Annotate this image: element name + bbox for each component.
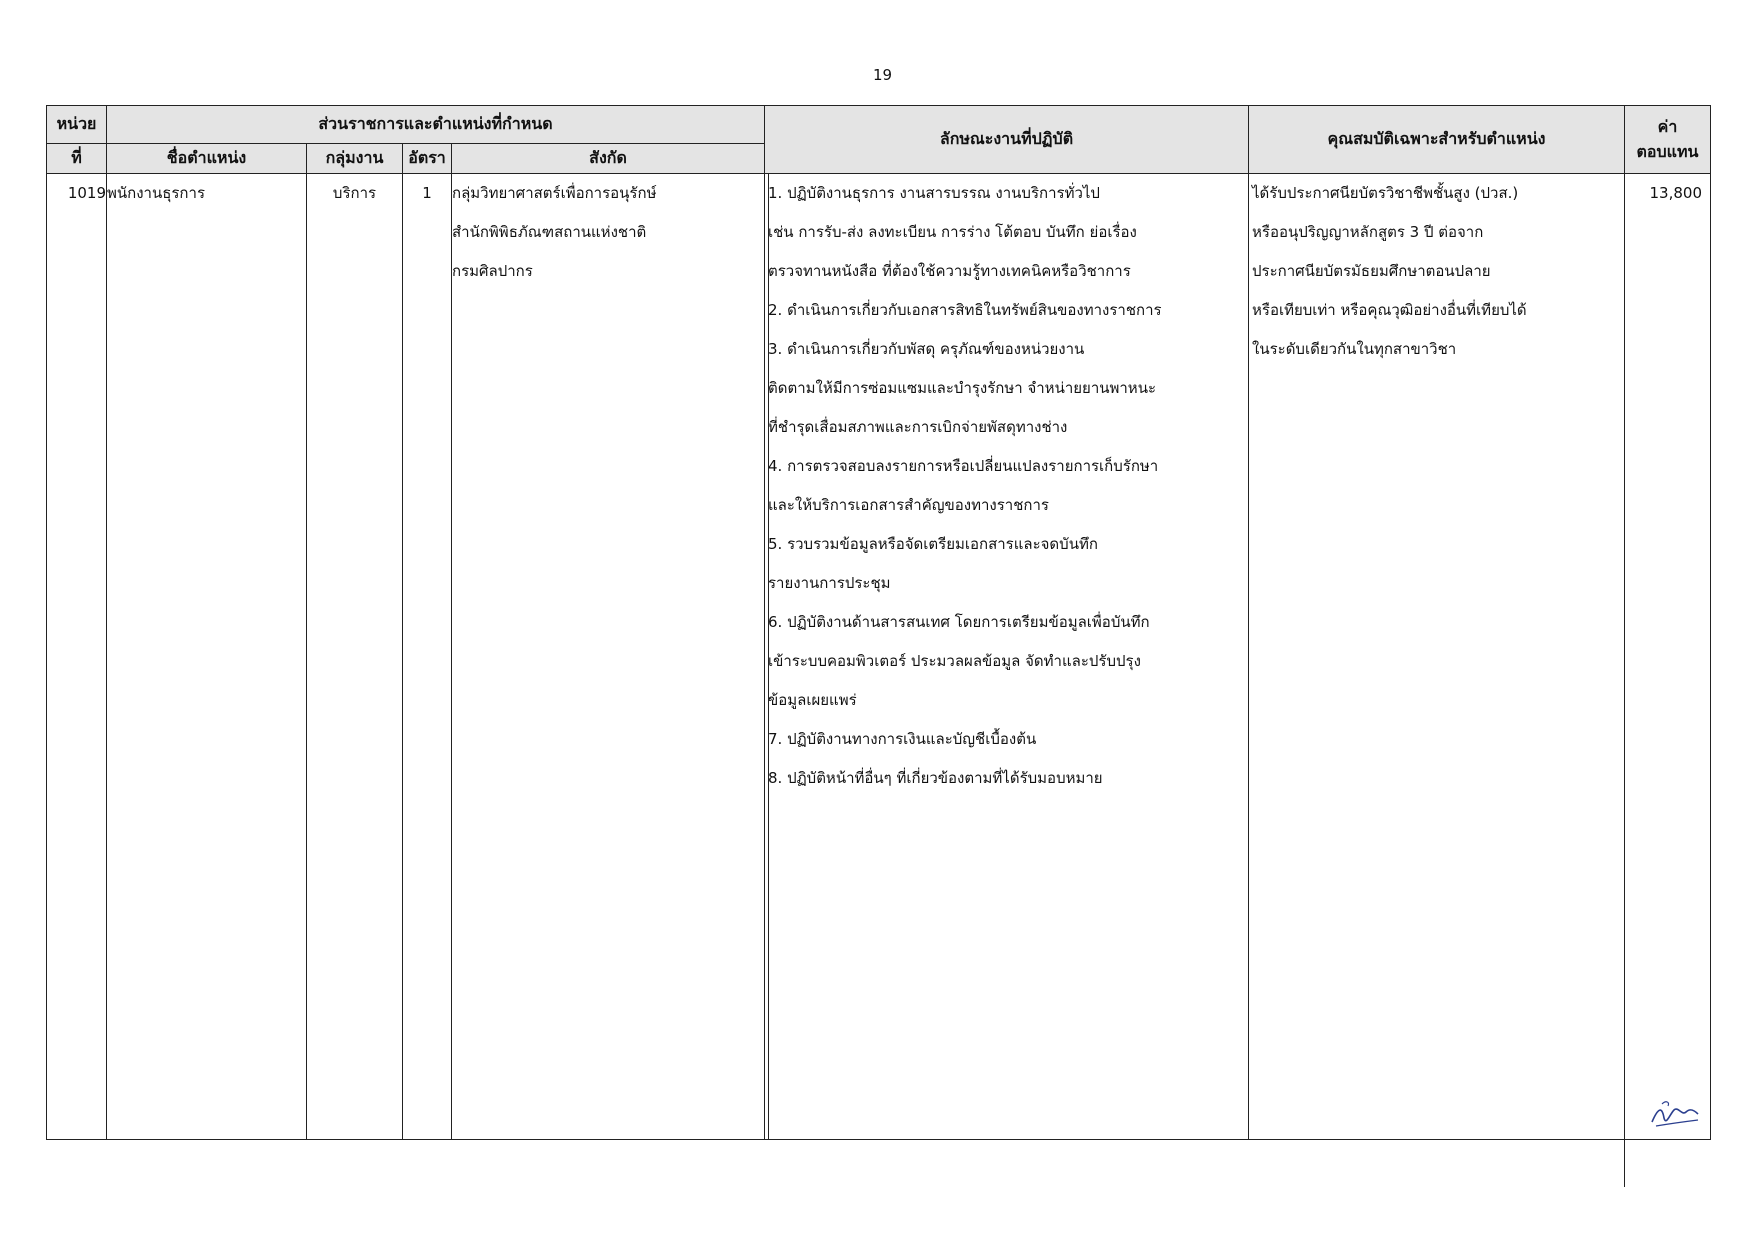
work-group: บริการ [332, 184, 377, 202]
duty-line: 8. ปฏิบัติหน้าที่อื่นๆ ที่เกี่ยวข้องตามที่ได้รับมอบหมาย [768, 769, 1103, 787]
qualifications-cell [1249, 174, 1625, 1140]
duty-line: ข้อมูลเผยแพร่ [768, 691, 857, 709]
header-affiliation: สังกัด [452, 144, 765, 174]
header-unit-line1: หน่วย [47, 106, 107, 144]
signature-mark [1648, 1096, 1702, 1130]
duty-line: 1. ปฏิบัติงานธุรการ งานสารบรรณ งานบริการทั่วไป [768, 184, 1100, 202]
qualification-line: ประกาศนียบัตรมัธยมศึกษาตอนปลาย [1252, 262, 1491, 280]
rate-cell [403, 174, 452, 1140]
position-table [46, 105, 1711, 1140]
table-row [47, 174, 1711, 1140]
duty-line: เข้าระบบคอมพิวเตอร์ ประมวลผลข้อมูล จัดทำและปรับปรุง [768, 652, 1141, 670]
duty-line: และให้บริการเอกสารสำคัญของทางราชการ [768, 496, 1049, 514]
header-rate: อัตรา [403, 144, 452, 174]
header-unit-line2: ที่ [47, 144, 107, 174]
position-name-cell [107, 174, 307, 1140]
qualification-line: หรือเทียบเท่า หรือคุณวุฒิอย่างอื่นที่เทียบได้ [1252, 301, 1527, 319]
work-group-cell [307, 174, 403, 1140]
header-compensation: ค่าตอบแทน [1625, 106, 1711, 174]
header-position-name: ชื่อตำแหน่ง [107, 144, 307, 174]
unit-number-cell [47, 174, 107, 1140]
duty-line: 3. ดำเนินการเกี่ยวกับพัสดุ ครุภัณฑ์ของหน่วยงาน [768, 340, 1085, 358]
qualification-line: ในระดับเดียวกันในทุกสาขาวิชา [1252, 340, 1457, 358]
affiliation-line: กลุ่มวิทยาศาสตร์เพื่อการอนุรักษ์ [452, 184, 657, 202]
header-duties: ลักษณะงานที่ปฏิบัติ [765, 106, 1249, 174]
position-name: พนักงานธุรการ [107, 184, 205, 202]
compensation-cell [1625, 174, 1711, 1140]
duty-line: 2. ดำเนินการเกี่ยวกับเอกสารสิทธิในทรัพย์สินของทางราชการ [768, 301, 1162, 319]
duty-line: 5. รวบรวมข้อมูลหรือจัดเตรียมเอกสารและจดบันทึก [768, 535, 1098, 553]
duty-line: ที่ชำรุดเสื่อมสภาพและการเบิกจ่ายพัสดุทางช่าง [768, 418, 1068, 436]
duties-list [765, 174, 1248, 798]
page-number: 19 [872, 66, 893, 84]
header-row-1 [47, 106, 1711, 144]
qualification-line: หรืออนุปริญญาหลักสูตร 3 ปี ต่อจาก [1252, 223, 1484, 241]
affiliation-line: สำนักพิพิธภัณฑสถานแห่งชาติ [452, 223, 647, 241]
duty-line: 4. การตรวจสอบลงรายการหรือเปลี่ยนแปลงรายการเก็บรักษา [768, 457, 1159, 475]
header-work-group: กลุ่มงาน [307, 144, 403, 174]
affiliation-cell [452, 174, 765, 1140]
duty-line: รายงานการประชุม [768, 574, 891, 592]
compensation: 13,800 [1649, 184, 1702, 202]
affiliation-line: กรมศิลปากร [452, 262, 533, 280]
header-qualifications: คุณสมบัติเฉพาะสำหรับตำแหน่ง [1249, 106, 1625, 174]
rate: 1 [422, 184, 432, 202]
qualifications-list [1249, 174, 1624, 369]
duty-line: ติดตามให้มีการซ่อมแซมและบำรุงรักษา จำหน่ายยานพาหนะ [768, 379, 1157, 397]
duties-cell [765, 174, 1249, 1140]
header-group-title: ส่วนราชการและตำแหน่งที่กำหนด [107, 106, 765, 144]
duty-line: 6. ปฏิบัติงานด้านสารสนเทศ โดยการเตรียมข้อมูลเพื่อบันทึก [768, 613, 1150, 631]
unit-number: 1019 [67, 184, 106, 202]
duty-line: 7. ปฏิบัติงานทางการเงินและบัญชีเบื้องต้น [768, 730, 1037, 748]
duty-line: ตรวจทานหนังสือ ที่ต้องใช้ความรู้ทางเทคนิคหรือวิชาการ [768, 262, 1131, 280]
duty-line: เช่น การรับ-ส่ง ลงทะเบียน การร่าง โต้ตอบ บันทึก ย่อเรื่อง [768, 223, 1137, 241]
qualification-line: ได้รับประกาศนียบัตรวิชาชีพชั้นสูง (ปวส.) [1252, 184, 1519, 202]
